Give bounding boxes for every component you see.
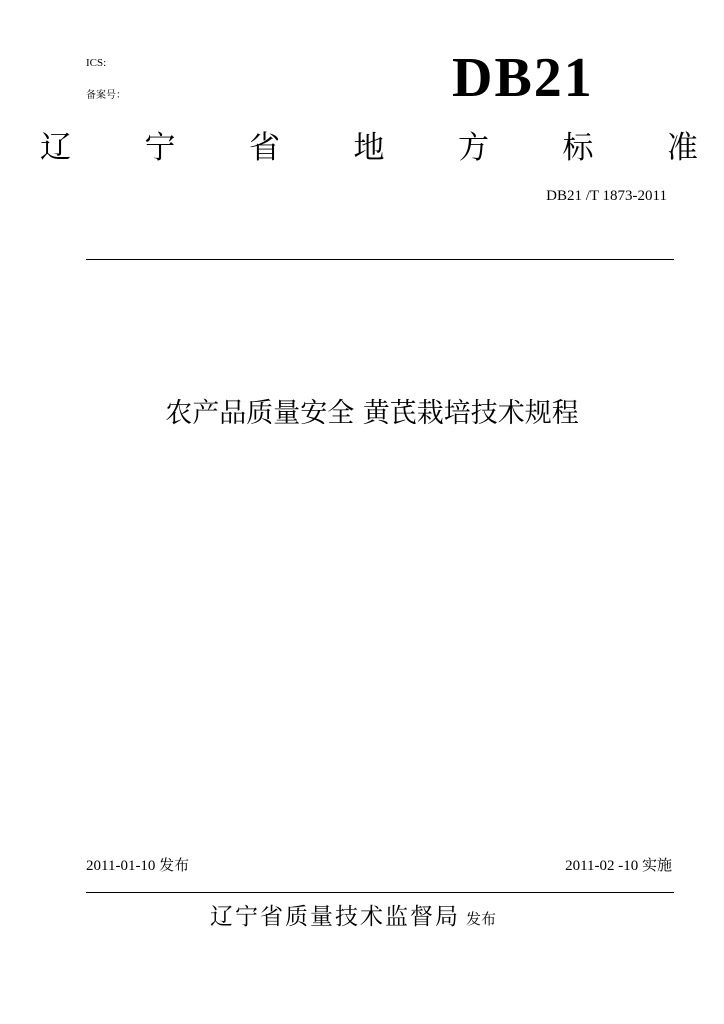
standard-number: DB21 /T 1873-2011 [546,188,667,204]
top-divider [86,259,674,260]
standard-type-char: 方 [458,130,489,166]
bottom-divider [86,892,674,893]
standard-type-char: 宁 [144,130,176,166]
standard-type-heading [40,128,698,168]
standard-type-char: 地 [353,130,385,166]
publish-date: 2011-01-10 发布 [86,858,190,874]
standard-type-char: 准 [667,130,698,166]
ics-label: ICS: [86,57,107,69]
standard-type-char: 辽 [40,130,71,166]
document-title: 农产品质量安全 黄芪栽培技术规程 [165,398,579,429]
record-number-label: 备案号： [86,90,126,101]
effective-date: 2011-02 -10 实施 [565,858,672,874]
issuer-suffix: 发布 [466,910,497,928]
issuer-name: 辽宁省质量技术监督局 [210,904,460,930]
standard-code: DB21 [452,47,594,109]
issuer-line [210,900,496,934]
standard-type-char: 省 [249,130,280,166]
standard-type-char: 标 [562,130,594,166]
